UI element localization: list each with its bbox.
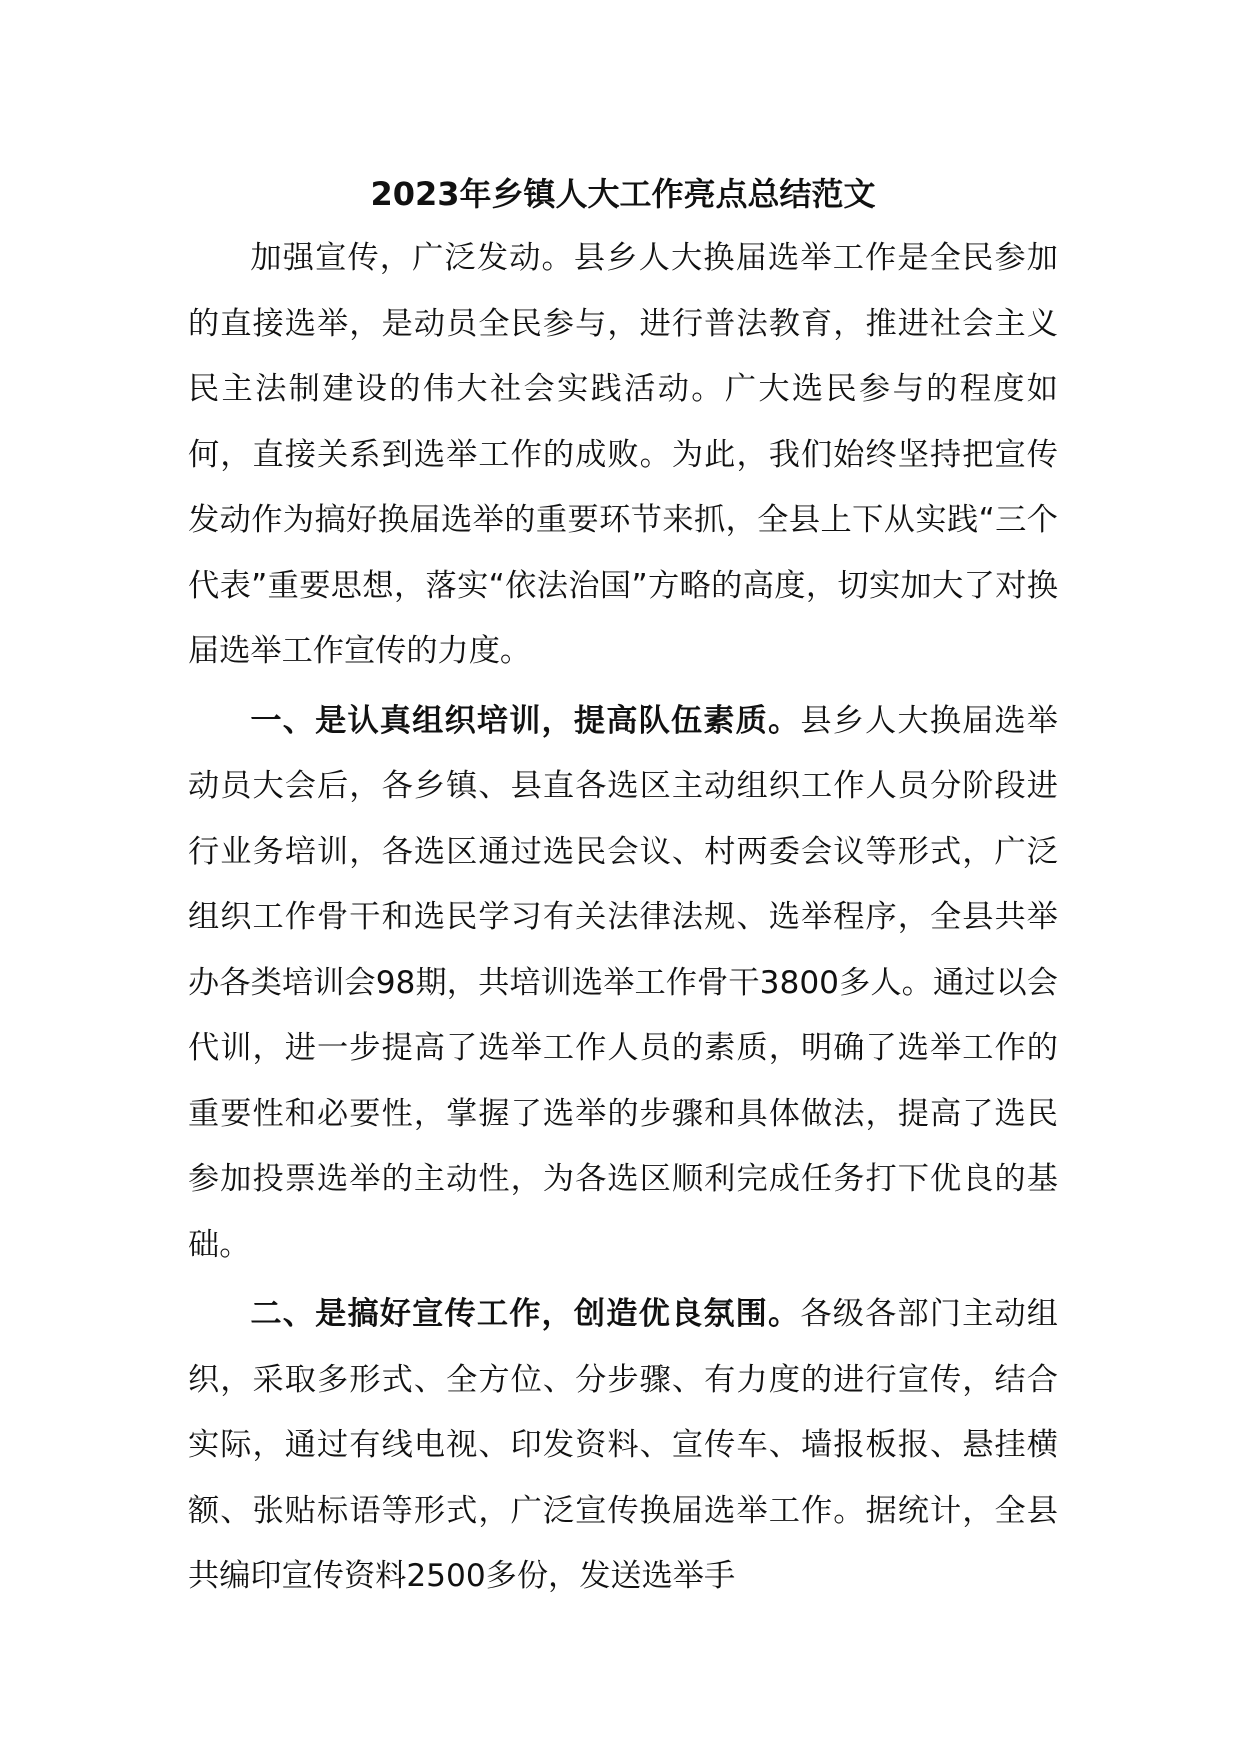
paragraph-intro: [188, 226, 1058, 685]
paragraph-publicity-heading: 二、是搞好宣传工作，创造优良氛围。: [250, 1296, 801, 1332]
paragraph-publicity-text: 各级各部门主动组织，采取多形式、全方位、分步骤、有力度的进行宣传，结合实际，通过有线电视、印发资料、宣传车、墙报板报、悬挂横额、张贴标语等形式，广泛宣传换届选举工作。据统计，全县共编印宣传资料2500多份，发送选举手: [188, 1296, 1058, 1594]
paragraph-intro-text: 加强宣传，广泛发动。县乡人大换届选举工作是全民参加的直接选举，是动员全民参与，进行普法教育，推进社会主义民主法制建设的伟大社会实践活动。广大选民参与的程度如何，直接关系到选举工作的成败。为此，我们始终坚持把宣传发动作为搞好换届选举的重要环节来抓，全县上下从实践“三个代表”重要思想，落实“依法治国”方略的高度，切实加大了对换届选举工作宣传的力度。: [188, 240, 1058, 669]
paragraph-training: [188, 689, 1058, 1279]
paragraph-training-text: 县乡人大换届选举动员大会后，各乡镇、县直各选区主动组织工作人员分阶段进行业务培训，各选区通过选民会议、村两委会议等形式，广泛组织工作骨干和选民学习有关法律法规、选举程序，全县共举办各类培训会98期，共培训选举工作骨干3800多人。通过以会代训，进一步提高了选举工作人员的素质，明确了选举工作的重要性和必要性，掌握了选举的步骤和具体做法，提高了选民参加投票选举的主动性，为各选区顺利完成任务打下优良的基础。: [188, 702, 1058, 1263]
document-title: 2023年乡镇人大工作亮点总结范文: [370, 175, 876, 213]
paragraph-training-heading: 一、是认真组织培训，提高队伍素质。: [250, 702, 801, 739]
paragraph-publicity: [188, 1282, 1058, 1610]
document-page: [188, 168, 1058, 1610]
